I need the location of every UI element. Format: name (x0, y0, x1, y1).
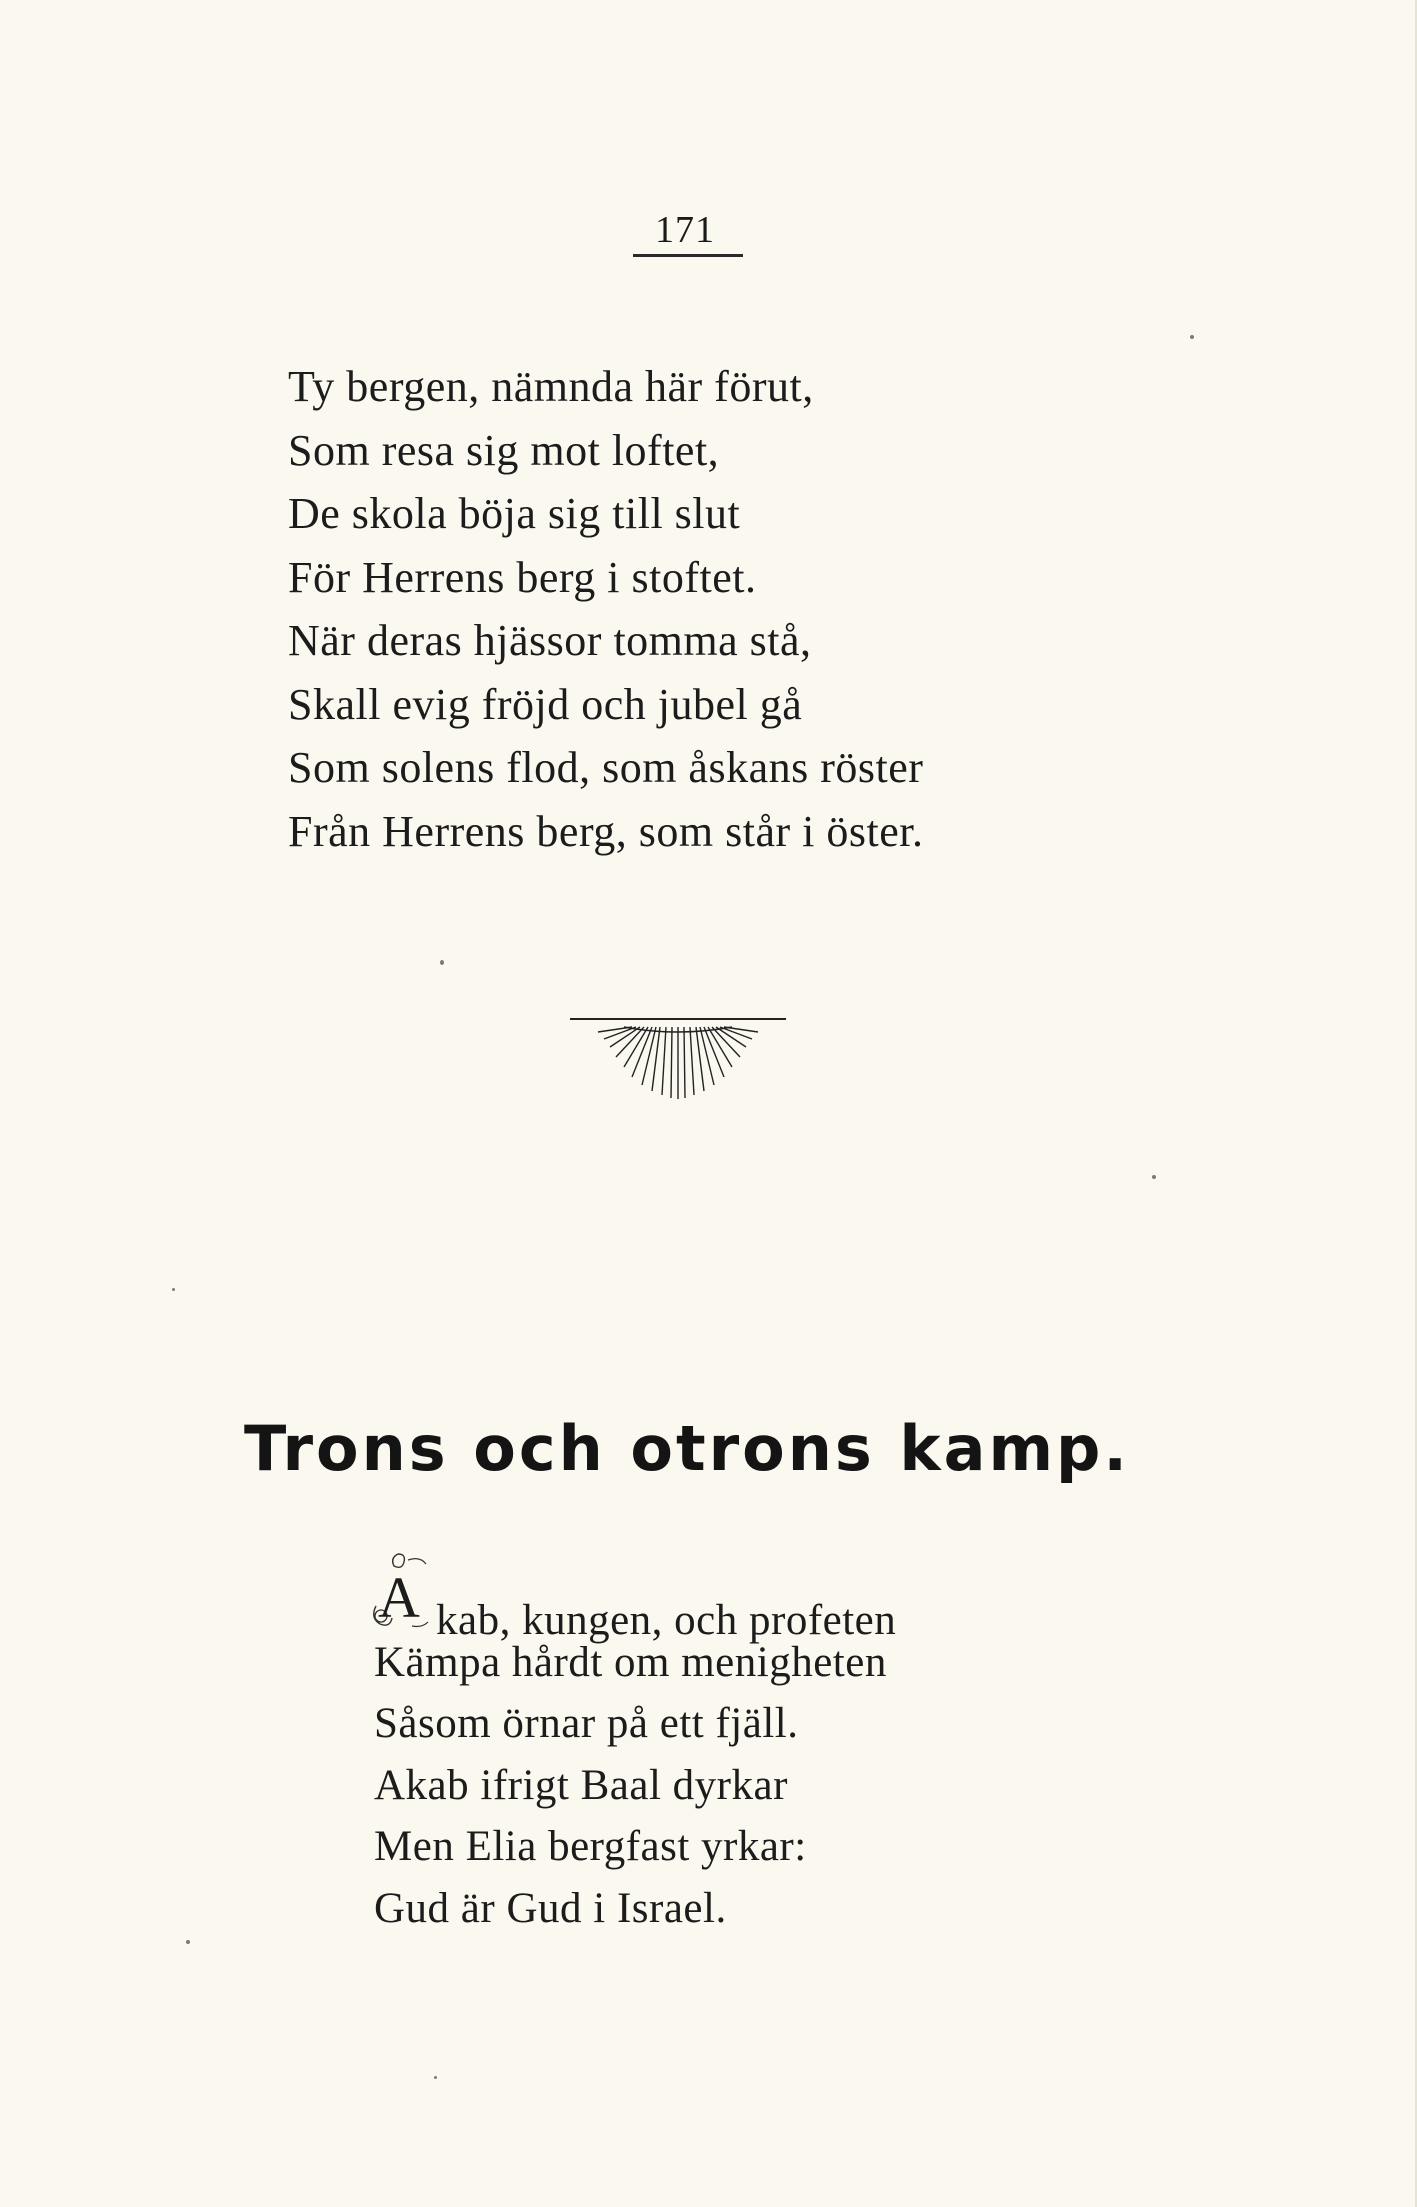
page-number-rule (633, 254, 743, 257)
verse-line: Skall evig fröjd och jubel gå (288, 679, 803, 729)
verse-line: Såsom örnar på ett fjäll. (374, 1700, 799, 1747)
dropcap-letter: A (378, 1565, 421, 1630)
paper-speck (1152, 1175, 1156, 1179)
sunburst-ornament-icon (568, 1015, 788, 1125)
verse-line-rest: kab, kungen, och profeten (436, 1597, 897, 1644)
verse-line: De skola böja sig till slut (288, 489, 741, 538)
verse-line: Akab ifrigt Baal dyrkar (374, 1761, 788, 1809)
paper-speck (1190, 335, 1194, 339)
paper-speck (172, 1288, 175, 1291)
page-number: 171 (655, 209, 715, 251)
verse-line: Kämpa hårdt om menigheten (374, 1638, 887, 1686)
ornate-dropcap (372, 1565, 434, 1640)
paper-speck (434, 2076, 437, 2079)
poem-stanza (374, 1565, 897, 1939)
verse-line-first (374, 1565, 897, 1644)
verse-line: Gud är Gud i Israel. (374, 1884, 727, 1932)
paper-speck (440, 960, 444, 965)
verse-line: Ty bergen, nämnda här förut, (288, 362, 814, 411)
verse-line: När deras hjässor tomma stå, (288, 616, 812, 665)
stanza-continued (288, 355, 924, 863)
verse-line: För Herrens berg i stoftet. (288, 552, 757, 602)
verse-line: Som solens flod, som åskans röster (288, 743, 924, 792)
verse-line: Som resa sig mot loftet, (288, 425, 720, 475)
verse-line: Men Elia bergfast yrkar: (374, 1823, 807, 1870)
verse-line: Från Herrens berg, som står i öster. (288, 806, 924, 856)
poem-title: Trons och otrons kamp. (244, 1412, 1130, 1485)
paper-speck (186, 1940, 190, 1944)
